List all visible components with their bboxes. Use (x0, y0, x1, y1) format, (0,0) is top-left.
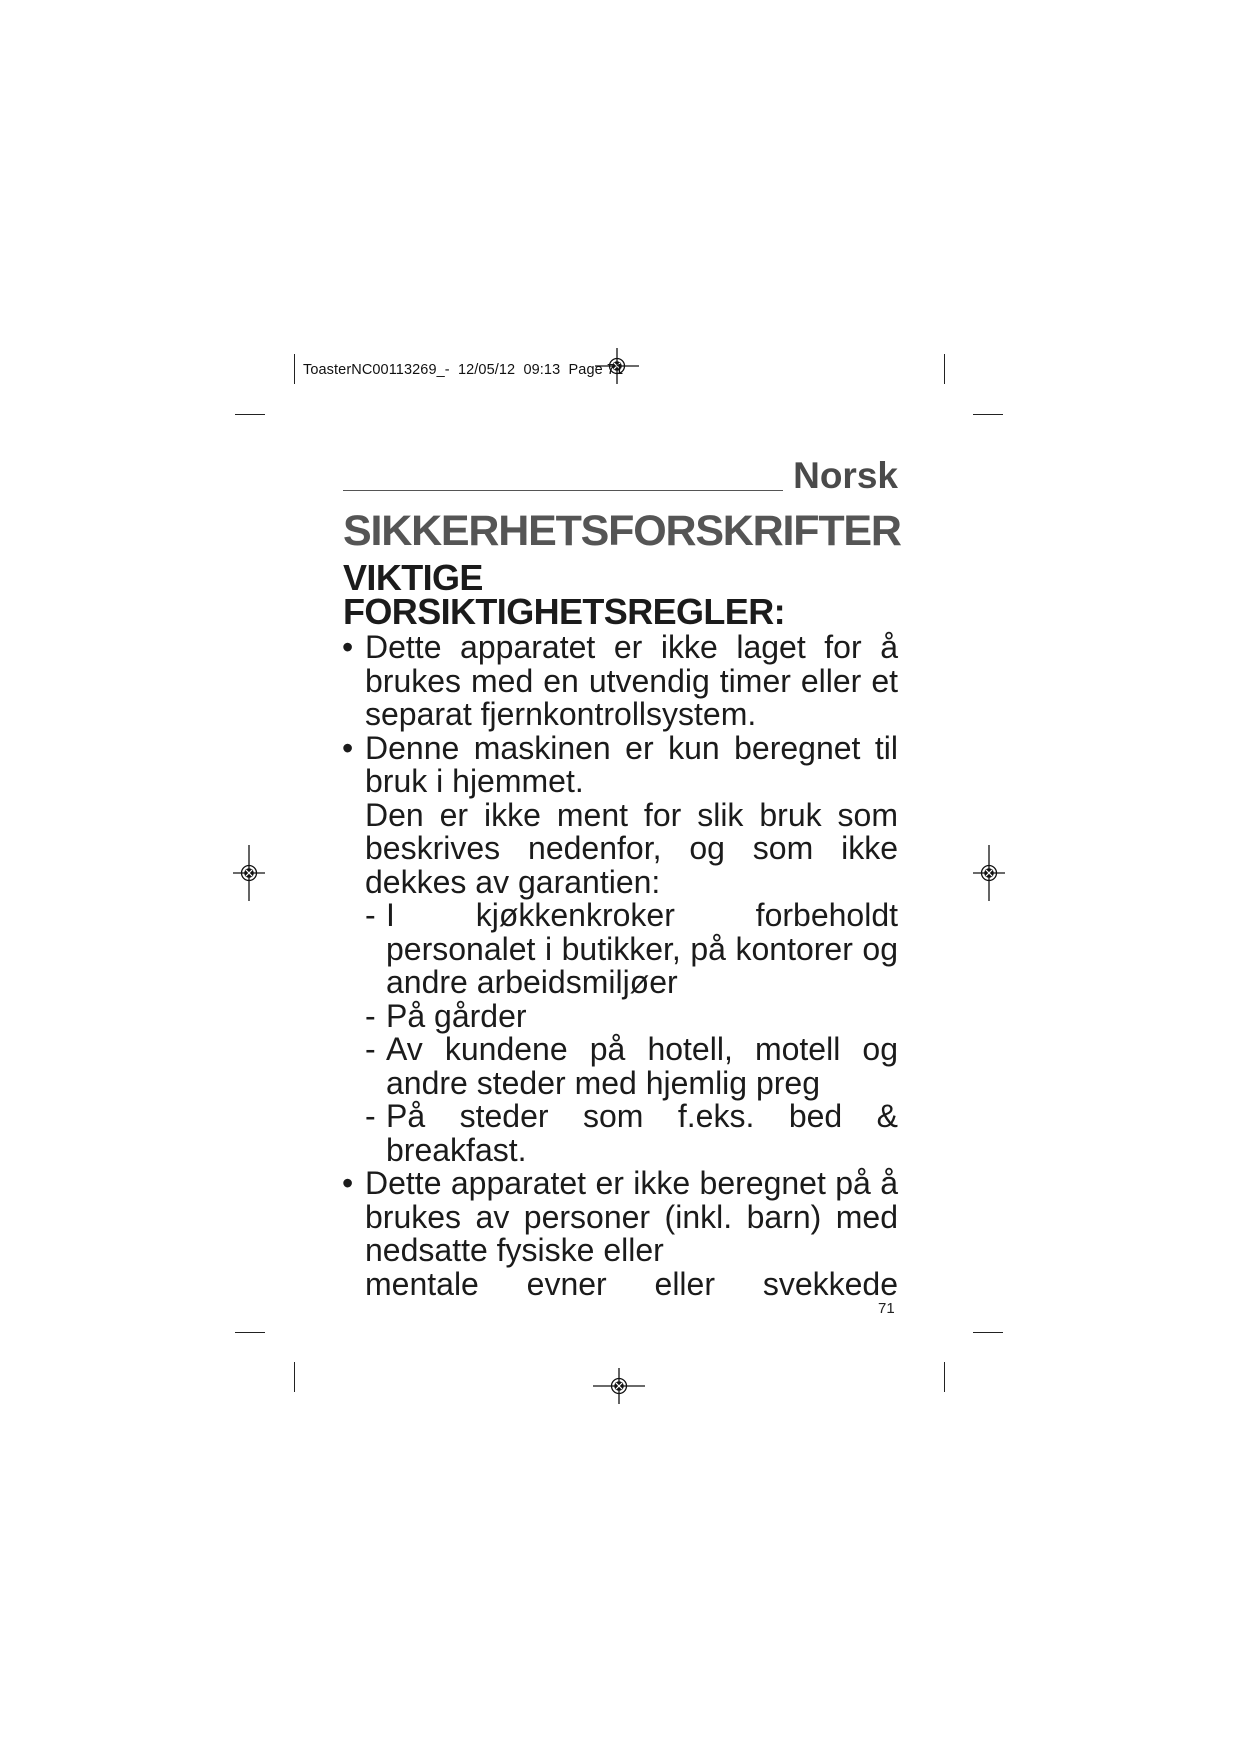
bullet-text: Denne maskinen er kun beregnet til bruk i hjemmet. (365, 729, 898, 799)
bullet-icon: • (342, 629, 354, 665)
bullet-text-continuation: mentale evner eller svekkede (365, 1265, 898, 1302)
registration-mark-bottom-icon (589, 1366, 649, 1406)
bullet-icon: • (342, 1165, 354, 1201)
dash-text: På gårder (386, 997, 527, 1034)
bullet-item (343, 1167, 898, 1268)
language-rule (343, 490, 783, 491)
bullet-text: Dette apparatet er ikke laget for å brukes med en utvendig timer eller et separat fjernkontrollsystem. (365, 629, 898, 732)
crop-mark-bottom-right-horizontal (973, 1332, 1003, 1333)
bullet-text: Dette apparatet er ikke beregnet på å brukes av personer (inkl. barn) med nedsatte fysiske eller (365, 1165, 898, 1268)
registration-mark-left-icon (229, 843, 269, 903)
section-subtitle (343, 557, 786, 632)
bullet-item (342, 729, 898, 799)
dash-text: På steder som f.eks. bed & breakfast. (386, 1098, 898, 1168)
subtitle-line-2: FORSIKTIGHETSREGLER: (343, 591, 786, 632)
dash-icon: - (365, 897, 376, 933)
page-title: SIKKERHETSFORSKRIFTER (343, 507, 901, 555)
dash-icon: - (365, 1098, 376, 1134)
crop-mark-top-left-vertical (294, 354, 295, 384)
crop-mark-bottom-left-horizontal (235, 1332, 265, 1333)
dash-item (343, 1033, 898, 1100)
crop-mark-top-left-horizontal (235, 414, 265, 415)
dash-item (343, 997, 898, 1034)
dash-item (343, 899, 898, 1000)
bullet-icon: • (342, 729, 354, 766)
crop-mark-bottom-left-vertical (294, 1362, 295, 1392)
registration-mark-right-icon (969, 843, 1009, 903)
print-slug: ToasterNC00113269_- 12/05/12 09:13 Page 71 (303, 362, 624, 378)
page-number: 71 (878, 1300, 895, 1317)
bullet-item (343, 631, 898, 732)
language-heading: Norsk (793, 455, 898, 496)
subtitle-line-1: VIKTIGE (343, 557, 483, 598)
dash-icon: - (365, 1031, 376, 1067)
dash-text: I kjøkkenkroker forbeholdt personalet i butikker, på kontorer og andre arbeidsmiljøer (386, 897, 898, 1000)
safety-instructions (343, 631, 898, 1301)
dash-icon: - (365, 997, 376, 1034)
crop-mark-top-right-vertical (944, 354, 945, 384)
dash-text: Av kundene på hotell, motell og andre steder med hjemlig preg (386, 1031, 898, 1101)
crop-mark-top-right-horizontal (973, 414, 1003, 415)
crop-mark-bottom-right-vertical (944, 1362, 945, 1392)
dash-item (343, 1100, 898, 1167)
bullet-paragraph: Den er ikke ment for slik bruk som beskrives nedenfor, og som ikke dekkes av garantien: (365, 796, 898, 900)
